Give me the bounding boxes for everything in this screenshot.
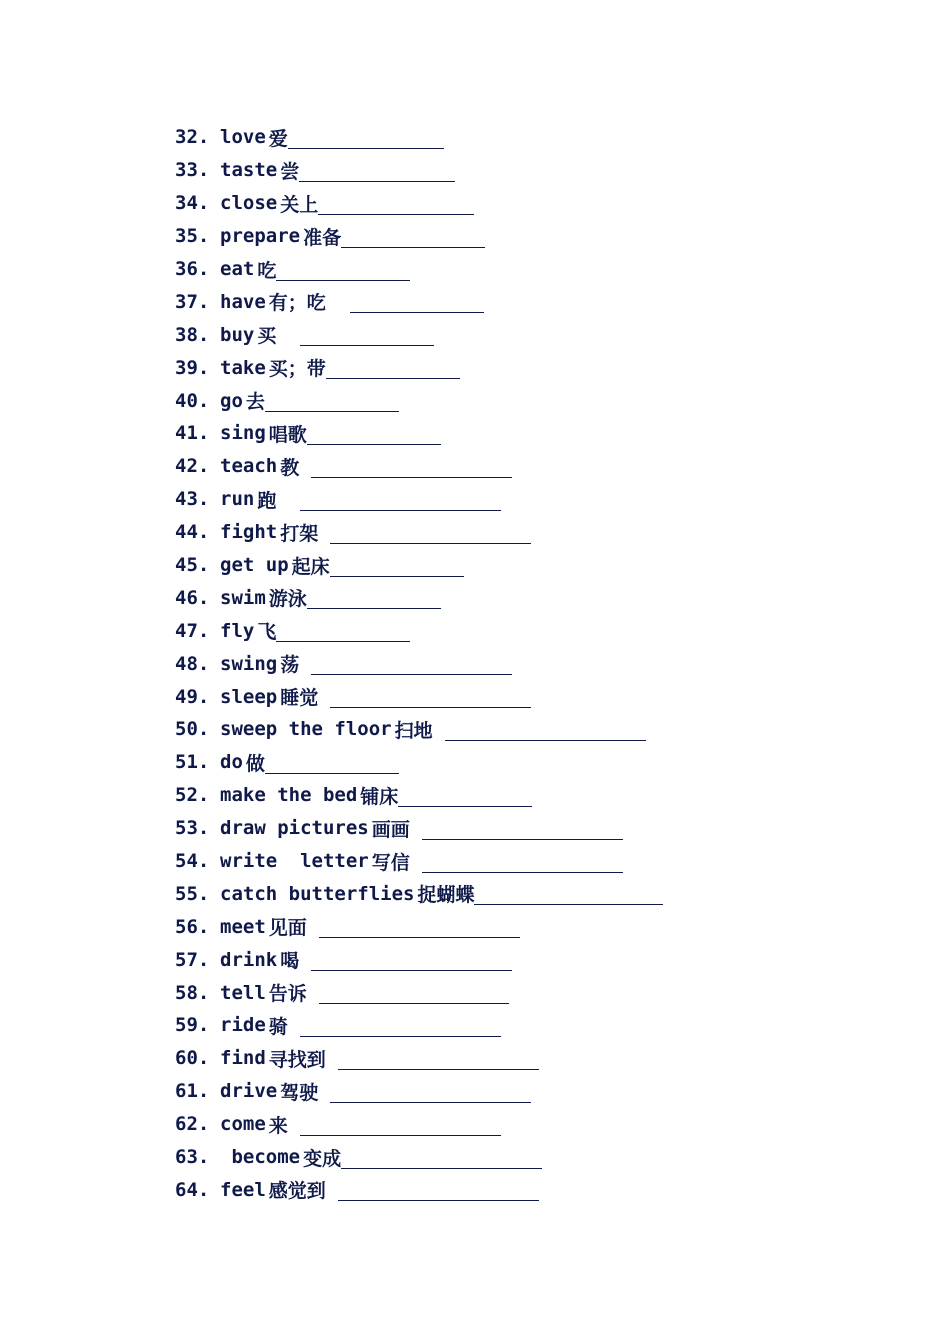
english-word: write letter bbox=[220, 850, 369, 873]
english-word: run bbox=[220, 488, 255, 511]
english-word: tell bbox=[220, 981, 266, 1004]
answer-blank[interactable] bbox=[330, 1084, 531, 1103]
item-number: 59. bbox=[175, 1014, 210, 1037]
item-number: 37. bbox=[175, 290, 210, 313]
chinese-meaning: 驾驶 bbox=[280, 1081, 319, 1104]
answer-blank[interactable] bbox=[300, 492, 501, 511]
english-word: sweep the floor bbox=[220, 718, 392, 741]
item-number: 41. bbox=[175, 422, 210, 445]
item-number: 45. bbox=[175, 554, 210, 577]
answer-blank[interactable] bbox=[311, 952, 512, 971]
chinese-meaning: 扫地 bbox=[394, 719, 433, 742]
item-number: 43. bbox=[175, 488, 210, 511]
english-word: find bbox=[220, 1047, 266, 1070]
chinese-meaning: 感觉到 bbox=[268, 1180, 326, 1203]
list-item bbox=[175, 845, 663, 878]
answer-blank[interactable] bbox=[330, 689, 531, 708]
chinese-meaning: 飞 bbox=[257, 621, 277, 644]
english-word: taste bbox=[220, 159, 278, 182]
english-word: ride bbox=[220, 1014, 266, 1037]
list-item bbox=[175, 680, 663, 713]
chinese-meaning: 跑 bbox=[257, 489, 277, 512]
answer-blank[interactable] bbox=[338, 1182, 539, 1201]
item-number: 48. bbox=[175, 652, 210, 675]
item-number: 56. bbox=[175, 915, 210, 938]
list-item bbox=[175, 614, 663, 647]
english-word: catch butterflies bbox=[220, 882, 415, 905]
list-item bbox=[175, 384, 663, 417]
list-item bbox=[175, 516, 663, 549]
answer-blank[interactable] bbox=[398, 788, 532, 807]
list-item bbox=[175, 976, 663, 1009]
answer-blank[interactable] bbox=[311, 656, 512, 675]
english-word: get up bbox=[220, 554, 289, 577]
english-word: fly bbox=[220, 619, 255, 642]
answer-blank[interactable] bbox=[330, 558, 464, 577]
chinese-meaning: 爱 bbox=[268, 127, 288, 150]
answer-blank[interactable] bbox=[338, 1051, 539, 1070]
english-word: drive bbox=[220, 1080, 278, 1103]
answer-blank[interactable] bbox=[422, 854, 623, 873]
vocabulary-list bbox=[175, 121, 663, 1206]
answer-blank[interactable] bbox=[350, 294, 484, 313]
item-number: 44. bbox=[175, 521, 210, 544]
item-number: 34. bbox=[175, 192, 210, 215]
list-item bbox=[175, 220, 663, 253]
item-number: 40. bbox=[175, 389, 210, 412]
english-word: love bbox=[220, 126, 266, 149]
chinese-meaning: 来 bbox=[268, 1114, 288, 1137]
item-number: 39. bbox=[175, 356, 210, 379]
chinese-meaning: 准备 bbox=[303, 226, 342, 249]
english-word: meet bbox=[220, 915, 266, 938]
english-word: make the bed bbox=[220, 784, 358, 807]
list-item bbox=[175, 812, 663, 845]
answer-blank[interactable] bbox=[299, 163, 455, 182]
item-number: 52. bbox=[175, 784, 210, 807]
answer-blank[interactable] bbox=[276, 623, 410, 642]
item-number: 57. bbox=[175, 948, 210, 971]
list-item bbox=[175, 483, 663, 516]
list-item bbox=[175, 351, 663, 384]
answer-blank[interactable] bbox=[288, 130, 444, 149]
chinese-meaning: 起床 bbox=[291, 555, 330, 578]
english-word: drink bbox=[220, 948, 278, 971]
list-item bbox=[175, 285, 663, 318]
list-item bbox=[175, 1042, 663, 1075]
list-item bbox=[175, 187, 663, 220]
item-number: 64. bbox=[175, 1178, 210, 1201]
english-word: come bbox=[220, 1113, 266, 1136]
chinese-meaning: 喝 bbox=[280, 950, 300, 973]
list-item bbox=[175, 943, 663, 976]
item-number: 55. bbox=[175, 882, 210, 905]
answer-blank[interactable] bbox=[319, 985, 509, 1004]
answer-blank[interactable] bbox=[300, 1117, 501, 1136]
english-word: draw pictures bbox=[220, 817, 369, 840]
chinese-meaning: 睡觉 bbox=[280, 687, 319, 710]
item-number: 35. bbox=[175, 225, 210, 248]
chinese-meaning: 吃 bbox=[257, 259, 277, 282]
list-item bbox=[175, 910, 663, 943]
chinese-meaning: 写信 bbox=[371, 851, 410, 874]
english-word: do bbox=[220, 751, 243, 774]
list-item bbox=[175, 1075, 663, 1108]
item-number: 46. bbox=[175, 586, 210, 609]
item-number: 38. bbox=[175, 323, 210, 346]
chinese-meaning: 教 bbox=[280, 456, 300, 479]
item-number: 58. bbox=[175, 981, 210, 1004]
chinese-meaning: 尝 bbox=[280, 160, 300, 183]
english-word: sleep bbox=[220, 685, 278, 708]
chinese-meaning: 唱歌 bbox=[268, 423, 307, 446]
chinese-meaning: 铺床 bbox=[360, 785, 399, 808]
english-word: swim bbox=[220, 586, 266, 609]
answer-blank[interactable] bbox=[276, 262, 410, 281]
answer-blank[interactable] bbox=[326, 360, 460, 379]
list-item bbox=[175, 1108, 663, 1141]
list-item bbox=[175, 154, 663, 187]
answer-blank[interactable] bbox=[474, 886, 663, 905]
answer-blank[interactable] bbox=[341, 1150, 542, 1169]
list-item bbox=[175, 318, 663, 351]
chinese-meaning: 打架 bbox=[280, 522, 319, 545]
item-number: 42. bbox=[175, 455, 210, 478]
english-word: prepare bbox=[220, 225, 301, 248]
list-item bbox=[175, 121, 663, 154]
chinese-meaning: 有；吃 bbox=[268, 292, 326, 315]
list-item bbox=[175, 779, 663, 812]
answer-blank[interactable] bbox=[307, 426, 441, 445]
list-item bbox=[175, 1174, 663, 1207]
chinese-meaning: 去 bbox=[245, 391, 265, 414]
list-item bbox=[175, 581, 663, 614]
answer-blank[interactable] bbox=[307, 590, 441, 609]
list-item bbox=[175, 549, 663, 582]
chinese-meaning: 画画 bbox=[371, 818, 410, 841]
english-word: buy bbox=[220, 323, 255, 346]
item-number: 63. bbox=[175, 1146, 210, 1169]
english-word: become bbox=[220, 1146, 301, 1169]
answer-blank[interactable] bbox=[300, 1018, 501, 1037]
answer-blank[interactable] bbox=[330, 525, 531, 544]
item-number: 62. bbox=[175, 1113, 210, 1136]
chinese-meaning: 捉蝴蝶 bbox=[417, 884, 475, 907]
english-word: have bbox=[220, 290, 266, 313]
list-item bbox=[175, 417, 663, 450]
english-word: teach bbox=[220, 455, 278, 478]
chinese-meaning: 见面 bbox=[268, 917, 307, 940]
item-number: 54. bbox=[175, 850, 210, 873]
list-item bbox=[175, 1009, 663, 1042]
list-item bbox=[175, 253, 663, 286]
answer-blank[interactable] bbox=[265, 393, 399, 412]
chinese-meaning: 关上 bbox=[280, 193, 319, 216]
chinese-meaning: 寻找到 bbox=[268, 1048, 326, 1071]
item-number: 49. bbox=[175, 685, 210, 708]
english-word: feel bbox=[220, 1178, 266, 1201]
list-item bbox=[175, 1141, 663, 1174]
english-word: fight bbox=[220, 521, 278, 544]
english-word: close bbox=[220, 192, 278, 215]
answer-blank[interactable] bbox=[318, 196, 474, 215]
list-item bbox=[175, 877, 663, 910]
item-number: 51. bbox=[175, 751, 210, 774]
answer-blank[interactable] bbox=[341, 229, 485, 248]
answer-blank[interactable] bbox=[319, 919, 520, 938]
chinese-meaning: 买；带 bbox=[268, 358, 326, 381]
english-word: go bbox=[220, 389, 243, 412]
item-number: 32. bbox=[175, 126, 210, 149]
list-item bbox=[175, 450, 663, 483]
chinese-meaning: 买 bbox=[257, 325, 277, 348]
english-word: sing bbox=[220, 422, 266, 445]
item-number: 61. bbox=[175, 1080, 210, 1103]
item-number: 36. bbox=[175, 258, 210, 280]
english-word: take bbox=[220, 356, 266, 379]
chinese-meaning: 变成 bbox=[303, 1147, 342, 1170]
english-word: eat bbox=[220, 258, 255, 280]
english-word: swing bbox=[220, 652, 278, 675]
list-item bbox=[175, 746, 663, 779]
item-number: 53. bbox=[175, 817, 210, 840]
chinese-meaning: 荡 bbox=[280, 654, 300, 677]
list-item bbox=[175, 647, 663, 680]
answer-blank[interactable] bbox=[445, 722, 646, 741]
item-number: 50. bbox=[175, 718, 210, 741]
item-number: 33. bbox=[175, 159, 210, 182]
chinese-meaning: 游泳 bbox=[268, 588, 307, 611]
answer-blank[interactable] bbox=[265, 755, 399, 774]
chinese-meaning: 做 bbox=[245, 752, 265, 775]
answer-blank[interactable] bbox=[300, 327, 434, 346]
answer-blank[interactable] bbox=[311, 459, 512, 478]
item-number: 60. bbox=[175, 1047, 210, 1070]
chinese-meaning: 骑 bbox=[268, 1015, 288, 1038]
chinese-meaning: 告诉 bbox=[268, 983, 307, 1006]
answer-blank[interactable] bbox=[422, 821, 623, 840]
list-item bbox=[175, 713, 663, 746]
item-number: 47. bbox=[175, 619, 210, 642]
